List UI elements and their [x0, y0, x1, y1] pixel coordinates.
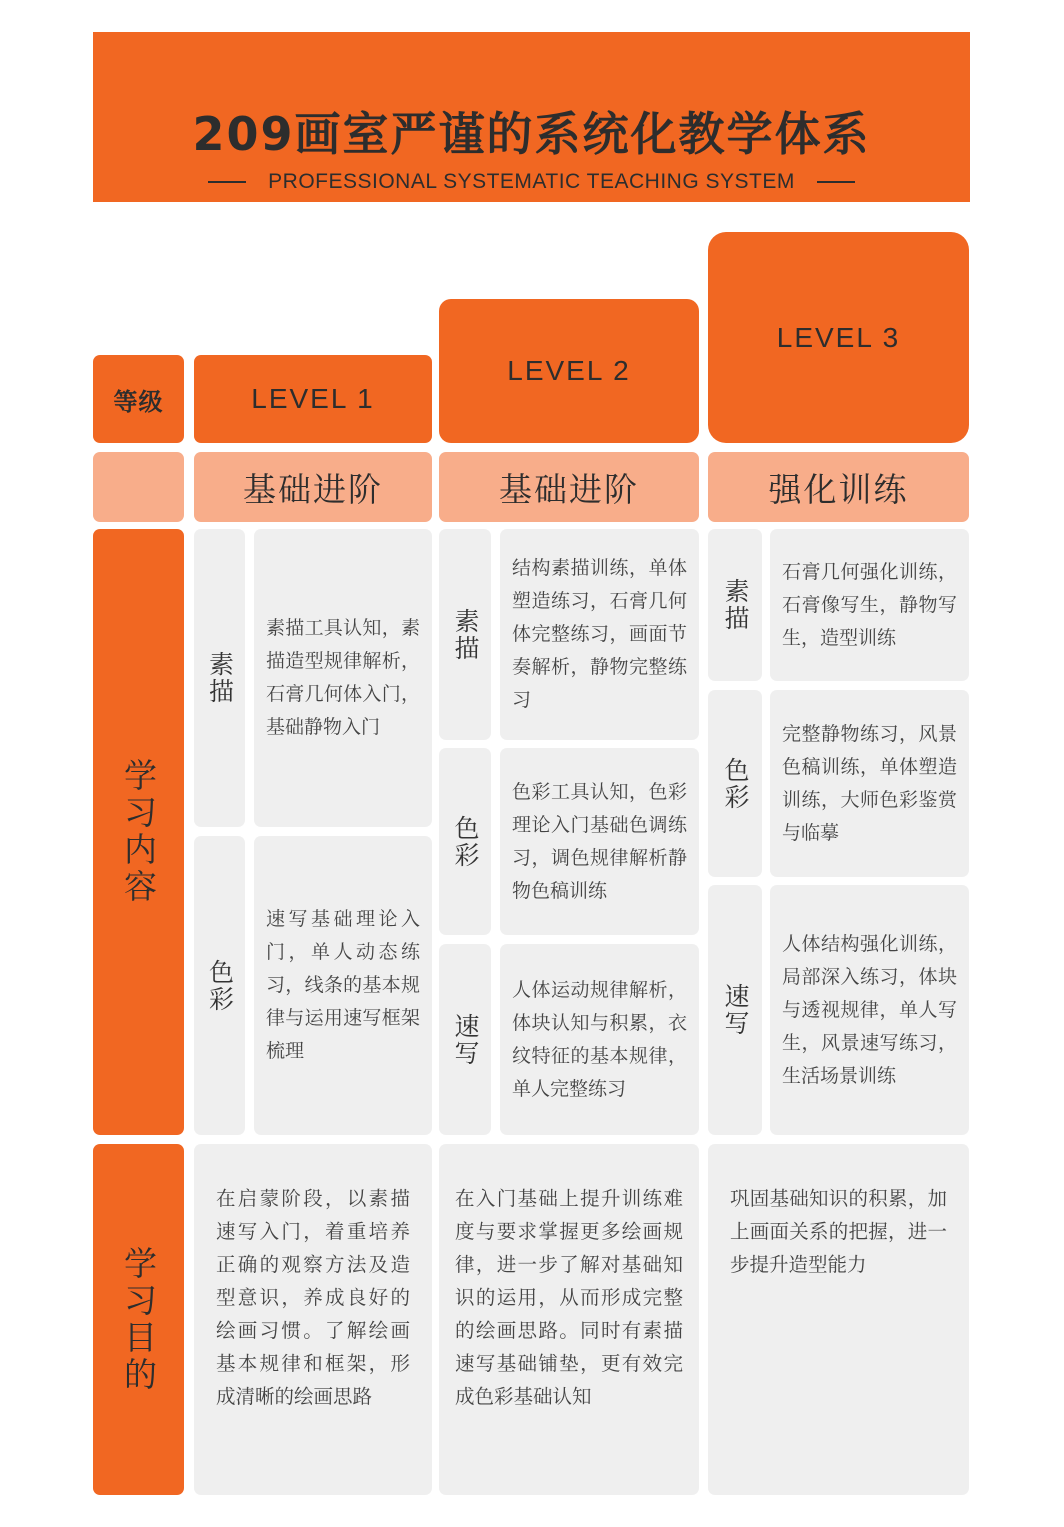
grade-label: 等级 [93, 355, 184, 443]
level-1-goal: 在启蒙阶段，以素描速写入门，着重培养正确的观察方法及造型意识，养成良好的绘画习惯。了解绘画基本规律和框架，形成清晰的绘画思路 [194, 1144, 432, 1495]
page-title: 209画室严谨的系统化教学体系 [192, 107, 871, 161]
level-3-goal: 巩固基础知识的积累，加上画面关系的把握，进一步提升造型能力 [708, 1144, 969, 1495]
level-1-module-label: 色彩 [194, 836, 245, 1135]
level-2-stage: 基础进阶 [439, 452, 699, 522]
level-3-module-label: 色彩 [708, 690, 762, 877]
level-2-goal: 在入门基础上提升训练难度与要求掌握更多绘画规律，进一步了解对基础知识的运用，从而形成完整的绘画思路。同时有素描速写基础铺垫，更有效完成色彩基础认知 [439, 1144, 699, 1495]
page-subtitle [93, 170, 970, 194]
level-3-module-text: 石膏几何强化训练，石膏像写生，静物写生，造型训练 [770, 529, 969, 681]
level-3-module-text: 人体结构强化训练，局部深入练习，体块与透视规律，单人写生，风景速写练习，生活场景训练 [770, 885, 969, 1135]
level-2-header: LEVEL 2 [439, 299, 699, 443]
level-1-stage: 基础进阶 [194, 452, 432, 522]
subtitle-rule-right [817, 181, 855, 183]
stage-row-blank [93, 452, 184, 522]
level-1-module-label: 素描 [194, 529, 245, 827]
level-3-module-text: 完整静物练习，风景色稿训练，单体塑造训练，大师色彩鉴赏与临摹 [770, 690, 969, 877]
row-label-content: 学习内容 [93, 529, 184, 1135]
level-2-module-label: 素描 [439, 529, 491, 740]
level-3-header: LEVEL 3 [708, 232, 969, 443]
level-3-module-label: 速写 [708, 885, 762, 1135]
row-label-goal: 学习目的 [93, 1144, 184, 1495]
level-2-module-text: 人体运动规律解析，体块认知与积累，衣纹特征的基本规律，单人完整练习 [500, 944, 699, 1135]
subtitle-rule-left [208, 181, 246, 183]
level-3-stage: 强化训练 [708, 452, 969, 522]
level-1-header: LEVEL 1 [194, 355, 432, 443]
subtitle-text: PROFESSIONAL SYSTEMATIC TEACHING SYSTEM [268, 170, 795, 193]
level-2-module-label: 速写 [439, 944, 491, 1135]
level-1-module-text: 素描工具认知，素描造型规律解析，石膏几何体入门，基础静物入门 [254, 529, 432, 827]
level-2-module-text: 色彩工具认知，色彩理论入门基础色调练习，调色规律解析静物色稿训练 [500, 748, 699, 935]
level-3-module-label: 素描 [708, 529, 762, 681]
level-2-module-label: 色彩 [439, 748, 491, 935]
level-1-module-text: 速写基础理论入门，单人动态练习，线条的基本规律与运用速写框架梳理 [254, 836, 432, 1135]
header-banner [93, 32, 970, 202]
level-2-module-text: 结构素描训练，单体塑造练习，石膏几何体完整练习，画面节奏解析，静物完整练习 [500, 529, 699, 740]
